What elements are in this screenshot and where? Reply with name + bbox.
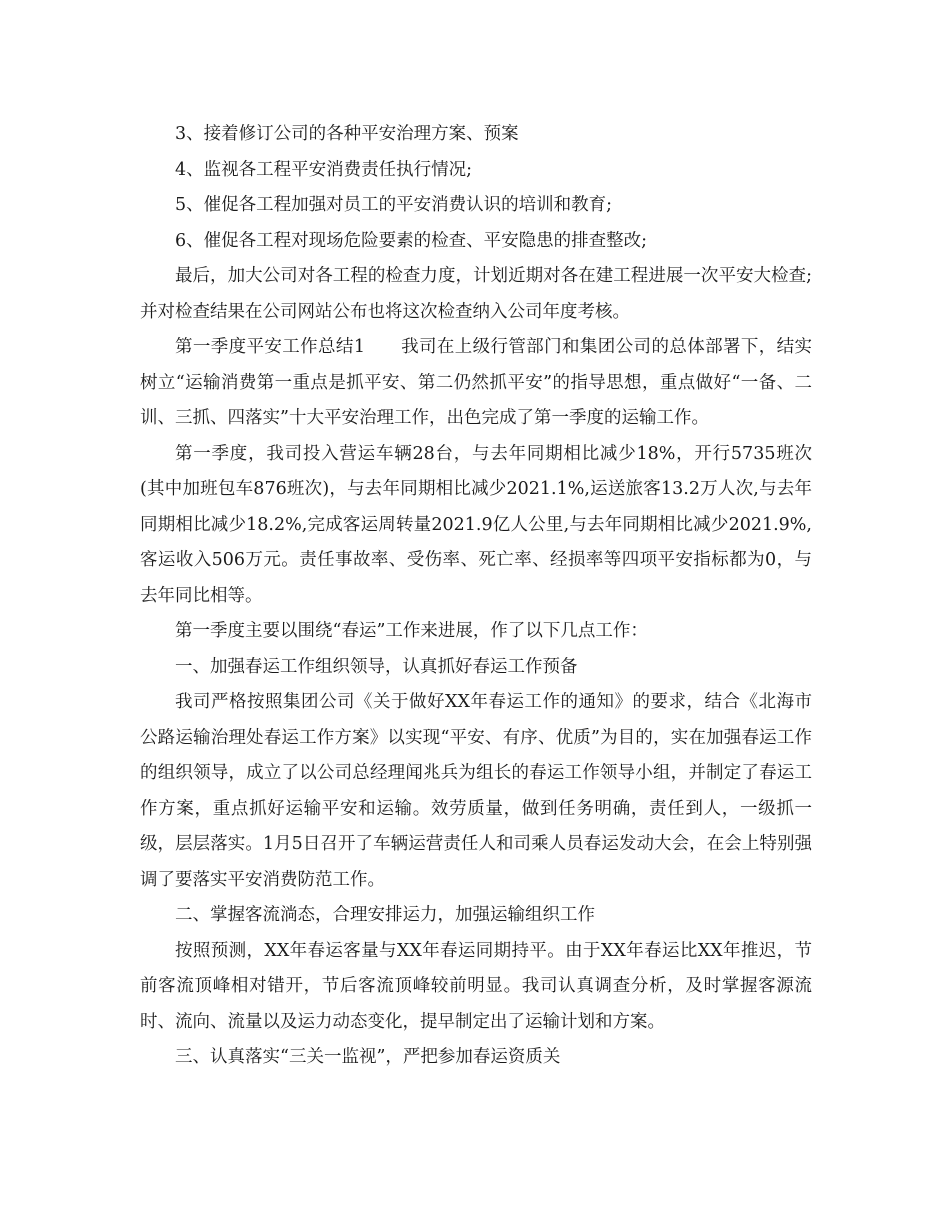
paragraph-item-5: 5、催促各工程加强对员工的平安消费认识的培训和教育; [175, 195, 613, 215]
paragraph-summary-intro: 第一季度平安工作总结1 我司在上级行管部门和集团公司的总体部署下，结实树立“运输消费第一重点是抓平安、第二仍然抓平安”的指导思想，重点做好“一备、二训、三抓、四落实”十大平安治理工作，出色完成了第一季度的运输工作。 [140, 337, 812, 428]
paragraph-section-1-body: 我司严格按照集团公司《关于做好XX年春运工作的通知》的要求，结合《北海市公路运输治理处春运工作方案》以实现“平安、有序、优质”为目的，实在加强春运工作的组织领导，成立了以公司总经理闻兆兵为组长的春运工作领导小组，并制定了春运工作方案，重点抓好运输平安和运输。效劳质量，做到任务明确，责任到人，一级抓一级，层层落实。1月5日召开了车辆运营责任人和司乘人员春运发动大会，在会上特别强调了要落实平安消费防范工作。 [140, 692, 812, 890]
section-heading-2: 二、掌握客流淌态，合理安排运力，加强运输组织工作 [175, 905, 595, 925]
paragraph-finally: 最后，加大公司对各工程的检查力度，计划近期对各在建工程进展一次平安大检查;并对检查结果在公司网站公布也将这次检查纳入公司年度考核。 [140, 266, 812, 322]
document-body [140, 117, 812, 1076]
paragraph-item-3: 3、接着修订公司的各种平安治理方案、预案 [175, 124, 519, 144]
paragraph-item-6: 6、催促各工程对现场危险要素的检查、平安隐患的排查整改; [175, 230, 648, 251]
paragraph-statistics: 第一季度，我司投入营运车辆28台，与去年同期相比减少18%，开行5735班次(其中加班包车876班次)，与去年同期相比减少2021.1%,运送旅客13.2万人次,与去年同期相比减少18.2%,完成客运周转量2021.9亿人公里,与去年同期相比减少2021.9%,客运收入506万元。责任事故率、受伤率、死亡率、经损率等四项平安指标都为0，与去年同比相等。 [140, 443, 812, 606]
section-heading-3: 三、认真落实“三关一监视”，严把参加春运资质关 [175, 1047, 561, 1067]
paragraph-work-overview: 第一季度主要以围绕“春运”工作来进展，作了以下几点工作： [175, 621, 648, 641]
section-heading-1: 一、加强春运工作组织领导，认真抓好春运工作预备 [175, 656, 578, 677]
paragraph-item-4: 4、监视各工程平安消费责任执行情况; [175, 159, 473, 180]
paragraph-section-2-body: 按照预测，XX年春运客量与XX年春运同期持平。由于XX年春运比XX年推迟，节前客流顶峰相对错开，节后客流顶峰较前明显。我司认真调查分析，及时掌握客源流时、流向、流量以及运力动态变化，提早制定出了运输计划和方案。 [140, 940, 812, 1032]
